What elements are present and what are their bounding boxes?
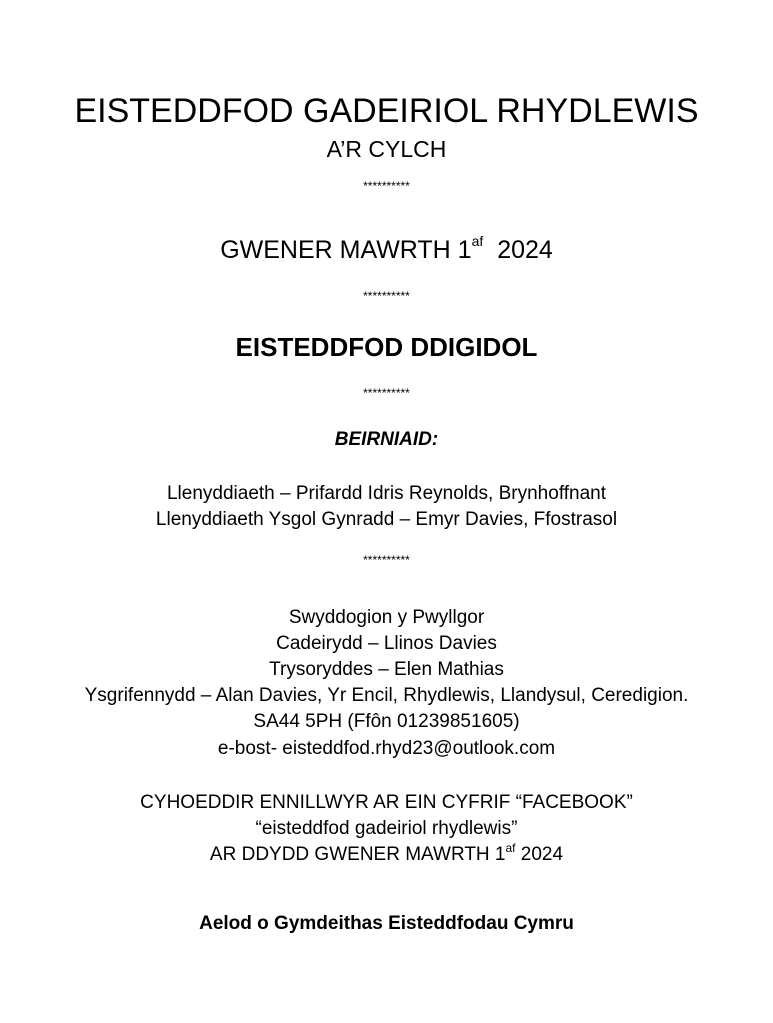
announcement-date-ordinal: af (505, 841, 516, 855)
secretary-line: Ysgrifennydd – Alan Davies, Yr Encil, Rhydlewis, Llandysul, Ceredigion. (84, 685, 689, 706)
event-date-day: GWENER MAWRTH 1 (220, 236, 472, 264)
judge-line: Llenyddiaeth Ysgol Gynradd – Emyr Davies, Ffostrasol (155, 509, 618, 530)
event-type: EISTEDDFOD DDIGIDOL (235, 332, 538, 362)
judge-line: Llenyddiaeth – Prifardd Idris Reynolds, Brynhoffnant (166, 483, 607, 504)
announcement-date-year: 2024 (520, 844, 564, 865)
postcode-phone-line: SA44 5PH (Ffôn 01239851605) (253, 711, 520, 732)
event-date-ordinal: af (471, 233, 484, 249)
separator: ********** (363, 289, 410, 303)
committee-heading: Swyddogion y Pwyllgor (288, 607, 485, 628)
event-date (0, 233, 773, 264)
separator: ********** (363, 553, 410, 567)
separator: ********** (363, 179, 410, 193)
announcement-line: CYHOEDDIR ENNILLWYR AR EIN CYFRIF “FACEBOOK” (140, 792, 633, 813)
event-date-year: 2024 (497, 236, 553, 264)
email-line: e-bost- eisteddfod.rhyd23@outlook.com (217, 738, 556, 759)
facebook-name-line: “eisteddfod gadeiriol rhydlewis” (255, 818, 518, 839)
announcement-date-text: AR DDYDD GWENER MAWRTH 1 (209, 844, 506, 865)
separator: ********** (363, 386, 410, 400)
event-subtitle: A’R CYLCH (326, 136, 447, 162)
announcement-date-line (0, 841, 773, 865)
membership-line: Aelod o Gymdeithas Eisteddfodau Cymru (199, 913, 574, 934)
treasurer-line: Trysoryddes – Elen Mathias (269, 659, 504, 680)
event-title: EISTEDDFOD GADEIRIOL RHYDLEWIS (74, 92, 699, 130)
chair-line: Cadeirydd – Llinos Davies (276, 633, 497, 654)
judges-heading: BEIRNIAID: (334, 429, 439, 450)
